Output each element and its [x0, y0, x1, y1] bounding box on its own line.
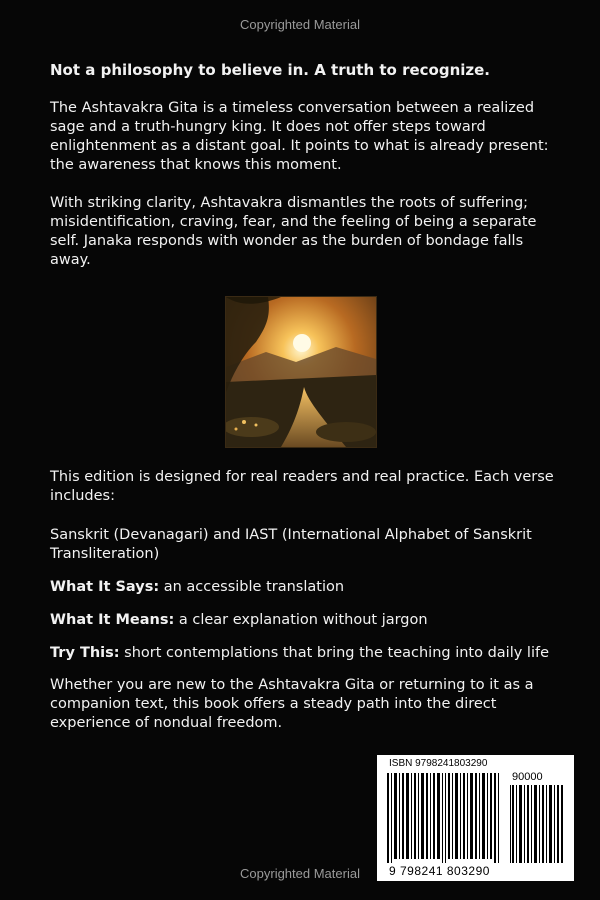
- sunset-river-illustration: [225, 296, 377, 448]
- back-cover-blurb: [50, 61, 560, 733]
- isbn-digits: 9 798241 803290: [389, 864, 490, 878]
- feature-text: short contemplations that bring the teaching into daily life: [119, 645, 550, 661]
- feature-text: a clear explanation without jargon: [174, 612, 428, 628]
- ean-bars: [387, 773, 502, 863]
- feature-label: Try This:: [50, 645, 120, 661]
- addon-bars: [510, 785, 565, 863]
- edition-paragraph: This edition is designed for real readers and real practice. Each verse includes:: [50, 469, 554, 504]
- copyright-watermark: Copyrighted Material: [240, 17, 360, 32]
- feature-try-this: [50, 644, 560, 663]
- feature-what-it-means: [50, 611, 560, 630]
- intro-paragraph: The Ashtavakra Gita is a timeless conversation between a realized sage and a truth-hungry king. It does not offer steps toward enlightenment as a distant goal. It points to what is already present: the awareness that knows this moment.: [50, 100, 549, 173]
- copyright-watermark-bottom: Copyrighted Material: [240, 866, 360, 881]
- isbn-barcode: [377, 755, 574, 881]
- closing-paragraph: Whether you are new to the Ashtavakra Gita or returning to it as a companion text, this book offers a steady path into the direct experience of nondual freedom.: [50, 677, 534, 731]
- feature-label: What It Means:: [50, 612, 175, 628]
- feature-sanskrit: Sanskrit (Devanagari) and IAST (International Alphabet of Sanskrit Transliteration): [50, 527, 532, 562]
- tagline: Not a philosophy to believe in. A truth to recognize.: [50, 61, 491, 79]
- feature-what-it-says: [50, 578, 560, 597]
- suffering-paragraph: With striking clarity, Ashtavakra dismantles the roots of suffering; misidentification, craving, fear, and the feeling of being a separate self. Janaka responds with wonder as the burden of bondage falls away.: [50, 195, 537, 268]
- isbn-label: ISBN 9798241803290: [389, 758, 488, 769]
- feature-text: an accessible translation: [159, 579, 345, 595]
- price-code: 90000: [512, 771, 543, 783]
- feature-label: What It Says:: [50, 579, 160, 595]
